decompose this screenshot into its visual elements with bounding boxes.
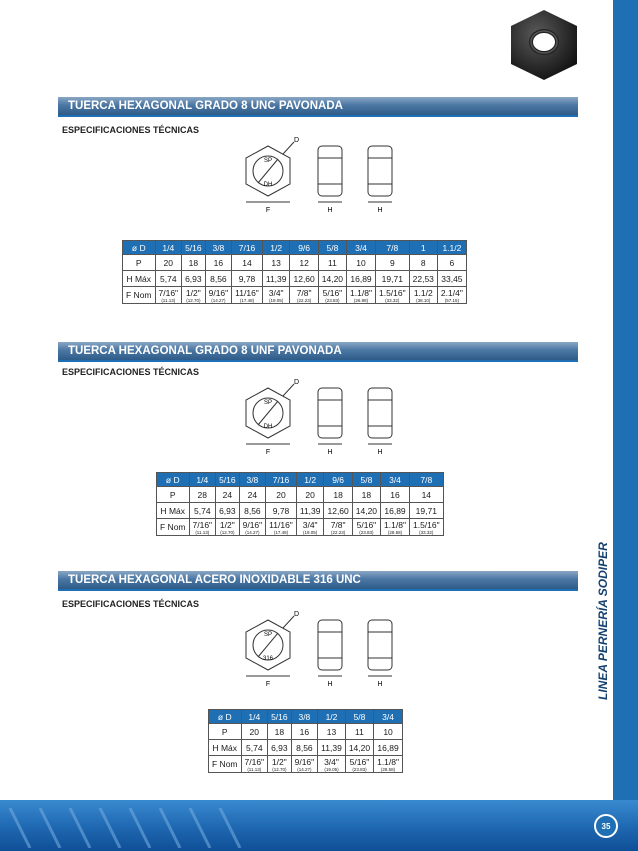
diag-top-label: SP (263, 632, 273, 638)
diag-h-label: H (327, 449, 333, 456)
table-cell: 14,20 (352, 503, 380, 519)
table-row-h (123, 271, 467, 287)
table-cell: 6,93 (182, 271, 206, 287)
table-cell: 28 (189, 487, 216, 503)
diag-d-label: D (294, 379, 300, 386)
table-cell (189, 519, 216, 536)
f-nom-mm: (23.83) (359, 530, 374, 535)
f-nom-inch: 3/4" (268, 288, 284, 298)
table-cell: 16 (291, 724, 318, 740)
f-nom-mm: (38.10) (416, 298, 431, 303)
bolt-icon (600, 705, 612, 749)
table-cell: 22,53 (409, 271, 437, 287)
table-cell: 16,89 (381, 503, 410, 519)
table-row-p (123, 255, 467, 271)
f-nom-mm: (33.32) (419, 530, 434, 535)
table-cell: 5,74 (189, 503, 216, 519)
table-cell: 1.1/2 (437, 241, 466, 255)
diag-h2-label: H (377, 207, 383, 214)
table-cell: 1/4 (241, 710, 268, 724)
thread-decor-icon (0, 808, 300, 848)
f-nom-inch: 1/2" (185, 288, 201, 298)
table-cell: 33,45 (437, 271, 466, 287)
f-nom-mm: (12.70) (186, 298, 201, 303)
table-cell: 20 (266, 487, 297, 503)
table-cell: 9 (375, 255, 409, 271)
f-nom-inch: 11/16" (269, 520, 293, 530)
table-row-f (209, 756, 403, 773)
table-cell: 1 (409, 241, 437, 255)
table-cell: 9/6 (290, 241, 318, 255)
f-nom-inch: 5/16" (322, 288, 343, 298)
f-nom-inch: 7/8" (296, 288, 312, 298)
table-cell: 5/16 (268, 710, 292, 724)
f-nom-inch: 1.1/8" (350, 288, 372, 298)
table-cell: 13 (318, 724, 346, 740)
table-cell: 1/2 (296, 473, 324, 487)
diag-f-label: F (265, 681, 271, 688)
table-cell: P (123, 255, 156, 271)
table-cell: 3/4 (347, 241, 376, 255)
table-cell (290, 287, 318, 304)
table-cell: 20 (155, 255, 182, 271)
table-cell (324, 519, 352, 536)
diag-bottom-label: 316 (262, 656, 274, 662)
f-nom-mm: (26.98) (353, 298, 369, 303)
table-cell: 5,74 (241, 740, 268, 756)
section-2-diagram (228, 378, 408, 456)
table-cell: 14 (409, 487, 443, 503)
table-cell: 3/8 (205, 241, 232, 255)
f-nom-mm: (11.13) (161, 298, 176, 303)
table-cell: 20 (296, 487, 324, 503)
f-nom-inch: 5/16" (356, 520, 377, 530)
f-nom-inch: 9/16" (242, 520, 263, 530)
diag-d-label: D (294, 611, 300, 618)
table-cell: 3/4 (374, 710, 403, 724)
table-cell: F Nom (123, 287, 156, 304)
table-cell: 5/16 (216, 473, 240, 487)
section-1-subtitle: ESPECIFICACIONES TÉCNICAS (62, 125, 200, 135)
table-cell: 18 (182, 255, 206, 271)
f-nom-mm: (11.13) (195, 530, 210, 535)
page-number: 35 (594, 814, 618, 838)
f-nom-mm: (19.05) (269, 298, 284, 303)
diag-top-label: SP (263, 158, 273, 164)
section-3-subtitle: ESPECIFICACIONES TÉCNICAS (62, 599, 200, 609)
table-cell: 1/2 (318, 710, 346, 724)
table-cell: H Máx (157, 503, 190, 519)
table-cell: 5/8 (345, 710, 373, 724)
table-row-f (157, 519, 444, 536)
spec-table-2 (156, 472, 444, 536)
diag-h2-label: H (377, 681, 383, 688)
table-row-h (209, 740, 403, 756)
table-cell: 7/16 (232, 241, 263, 255)
table-cell: 7/8 (375, 241, 409, 255)
table-cell (318, 287, 346, 304)
right-brand-band (613, 0, 638, 851)
table-cell: 6,93 (268, 740, 292, 756)
table-cell: 8,56 (239, 503, 266, 519)
table-row-f (123, 287, 467, 304)
table-cell: 14,20 (345, 740, 373, 756)
table-cell (155, 287, 182, 304)
table-cell: 13 (262, 255, 290, 271)
table-cell: 3/4 (381, 473, 410, 487)
table-cell: 8,56 (291, 740, 318, 756)
table-cell: 24 (216, 487, 240, 503)
table-cell: 6 (437, 255, 466, 271)
f-nom-inch: 3/4" (324, 757, 339, 767)
table-cell: 20 (241, 724, 268, 740)
table-header-row (123, 241, 467, 255)
f-nom-inch: 7/16" (158, 288, 179, 298)
table-cell (347, 287, 376, 304)
f-nom-mm: (57.15) (444, 298, 460, 303)
table-cell: 5,74 (155, 271, 182, 287)
f-nom-mm: (33.32) (385, 298, 400, 303)
diag-f-label: F (265, 207, 271, 214)
table-cell: 10 (347, 255, 376, 271)
f-nom-mm: (12.70) (220, 530, 235, 535)
f-nom-mm: (19.05) (324, 767, 339, 772)
table-cell: F Nom (157, 519, 190, 536)
table-cell: ø D (209, 710, 242, 724)
table-row-p (209, 724, 403, 740)
table-cell: 8,56 (205, 271, 232, 287)
table-cell: 6,93 (216, 503, 240, 519)
table-cell: 9,78 (266, 503, 297, 519)
table-cell: 1/4 (155, 241, 182, 255)
f-nom-mm: (12.70) (272, 767, 287, 772)
table-cell: 12,60 (290, 271, 318, 287)
table-cell: 18 (324, 487, 352, 503)
diag-h2-label: H (377, 449, 383, 456)
hex-nut-photo-icon (505, 6, 583, 84)
table-cell: 5/8 (318, 241, 346, 255)
f-nom-inch: 1.5/16" (412, 520, 440, 530)
f-nom-inch: 3/4" (302, 520, 318, 530)
table-cell: ø D (123, 241, 156, 255)
table-cell: 14,20 (318, 271, 346, 287)
table-cell: 9,78 (232, 271, 263, 287)
table-cell: 3/8 (239, 473, 266, 487)
table-cell: P (209, 724, 242, 740)
f-nom-mm: (22.23) (330, 530, 346, 535)
table-cell: 19,71 (409, 503, 443, 519)
f-nom-inch: 11/16" (235, 288, 259, 298)
table-cell: 1/4 (189, 473, 216, 487)
table-cell (205, 287, 232, 304)
table-cell: 5/16 (182, 241, 206, 255)
table-cell: 11,39 (262, 271, 290, 287)
f-nom-mm: (17.48) (239, 298, 255, 303)
table-cell: 18 (352, 487, 380, 503)
table-cell (345, 756, 373, 773)
table-cell: 8 (409, 255, 437, 271)
f-nom-mm: (14.27) (211, 298, 226, 303)
f-nom-mm: (23.83) (352, 767, 367, 772)
diag-f-label: F (265, 449, 271, 456)
diag-h-label: H (327, 207, 333, 214)
table-cell: ø D (157, 473, 190, 487)
table-cell (268, 756, 292, 773)
diag-d-label: D (294, 137, 300, 144)
table-cell: 18 (268, 724, 292, 740)
diag-top-label: SP (263, 400, 273, 406)
f-nom-inch: 1.1/8" (384, 520, 406, 530)
diag-h-label: H (327, 681, 333, 688)
f-nom-inch: 1/2" (271, 757, 287, 767)
table-cell: 12 (290, 255, 318, 271)
table-cell: 16,89 (374, 740, 403, 756)
f-nom-inch: 2.1/4" (440, 288, 463, 298)
table-cell: 9/6 (324, 473, 352, 487)
diag-bottom-label: DH (263, 424, 273, 430)
table-row-h (157, 503, 444, 519)
table-cell (232, 287, 263, 304)
table-cell: H Máx (123, 271, 156, 287)
table-cell (216, 519, 240, 536)
section-2-subtitle: ESPECIFICACIONES TÉCNICAS (62, 367, 200, 377)
table-cell: 16 (381, 487, 410, 503)
table-cell (437, 287, 466, 304)
table-row-p (157, 487, 444, 503)
table-cell (409, 519, 443, 536)
table-cell (266, 519, 297, 536)
table-cell: 7/16 (266, 473, 297, 487)
f-nom-mm: (19.05) (303, 530, 318, 535)
table-cell: 11 (318, 255, 346, 271)
spec-table-1 (122, 240, 467, 304)
spec-table-3 (208, 709, 403, 773)
table-cell (318, 756, 346, 773)
table-cell (239, 519, 266, 536)
table-header-row (157, 473, 444, 487)
f-nom-mm: (11.13) (247, 767, 262, 772)
table-cell (381, 519, 410, 536)
table-cell: 19,71 (375, 271, 409, 287)
f-nom-mm: (28.58) (380, 767, 396, 772)
table-cell: P (157, 487, 190, 503)
table-cell: 11,39 (296, 503, 324, 519)
table-cell: 11 (345, 724, 373, 740)
table-cell (241, 756, 268, 773)
table-cell: F Nom (209, 756, 242, 773)
table-cell: 16,89 (347, 271, 376, 287)
table-cell: 7/8 (409, 473, 443, 487)
f-nom-inch: 1.1/2 (413, 288, 433, 298)
side-brand-title: LINEA PERNERÍA SODIPER (596, 542, 610, 700)
table-cell: 11,39 (318, 740, 346, 756)
table-cell: 3/8 (291, 710, 318, 724)
f-nom-mm: (22.23) (296, 298, 312, 303)
table-cell: H Máx (209, 740, 242, 756)
section-2-title: TUERCA HEXAGONAL GRADO 8 UNF PAVONADA (58, 342, 578, 360)
f-nom-inch: 7/8" (330, 520, 346, 530)
f-nom-mm: (14.27) (245, 530, 260, 535)
table-cell: 5/8 (352, 473, 380, 487)
section-3-diagram (228, 610, 408, 688)
f-nom-inch: 9/16" (208, 288, 229, 298)
table-cell: 16 (205, 255, 232, 271)
f-nom-mm: (23.83) (325, 298, 340, 303)
table-cell (262, 287, 290, 304)
table-cell: 14 (232, 255, 263, 271)
section-1-diagram (228, 136, 408, 214)
f-nom-inch: 1.5/16" (378, 288, 406, 298)
f-nom-inch: 7/16" (192, 520, 213, 530)
table-cell: 12,60 (324, 503, 352, 519)
f-nom-inch: 1.1/8" (377, 757, 400, 767)
table-cell: 10 (374, 724, 403, 740)
table-cell: 24 (239, 487, 266, 503)
f-nom-inch: 5/16" (349, 757, 370, 767)
table-cell (182, 287, 206, 304)
f-nom-inch: 1/2" (219, 520, 235, 530)
table-cell (374, 756, 403, 773)
diag-bottom-label: DH (263, 182, 273, 188)
f-nom-inch: 7/16" (244, 757, 265, 767)
f-nom-mm: (14.27) (297, 767, 312, 772)
f-nom-mm: (28.58) (387, 530, 403, 535)
section-3-title: TUERCA HEXAGONAL ACERO INOXIDABLE 316 UNC (58, 571, 578, 589)
table-cell (375, 287, 409, 304)
table-cell: 1/2 (262, 241, 290, 255)
table-cell (409, 287, 437, 304)
table-header-row (209, 710, 403, 724)
table-cell (352, 519, 380, 536)
table-cell (291, 756, 318, 773)
table-cell (296, 519, 324, 536)
f-nom-mm: (17.48) (273, 530, 289, 535)
f-nom-inch: 9/16" (294, 757, 315, 767)
section-1-title: TUERCA HEXAGONAL GRADO 8 UNC PAVONADA (58, 97, 578, 115)
